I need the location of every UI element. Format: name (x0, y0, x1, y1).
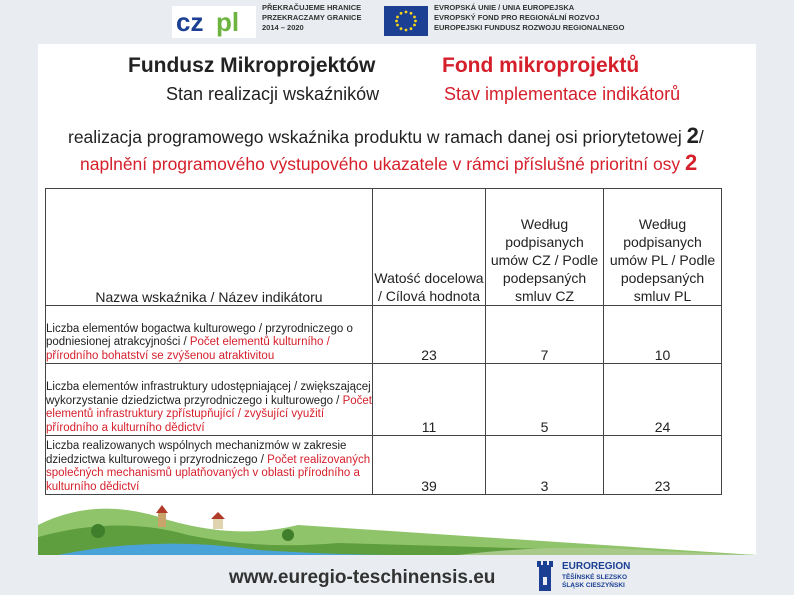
indicator-name-pl: Liczba elementów bogactwa kulturowego / przyrodniczego o podniesionej atrakcyjności / (46, 322, 353, 348)
indicator-name (46, 436, 373, 495)
indicator-name (46, 306, 373, 364)
euroregion-line: ŚLĄSK CIESZYŃSKI (562, 582, 625, 589)
target-value: 39 (373, 436, 486, 495)
czpl-line: 2014 – 2020 (262, 23, 304, 32)
priority-axis-line-czech (80, 150, 697, 176)
table-row (46, 306, 722, 364)
header-indicator-name: Nazwa wskaźnika / Název indikátoru (46, 189, 373, 306)
cz-value: 5 (486, 364, 604, 436)
pl-value: 10 (604, 306, 722, 364)
priority-axis-line-polish (68, 123, 704, 149)
top-banner (0, 0, 794, 44)
website-url[interactable]: www.euregio-teschinensis.eu (229, 567, 496, 588)
eu-line: EVROPSKÝ FOND PRO REGIONÁLNÍ ROZVOJ (434, 13, 600, 22)
svg-text:cz: cz (176, 7, 204, 37)
title-czech: Fond mikroprojektů (442, 54, 640, 77)
header-target-value: Watość docelowa / Cílová hodnota (373, 189, 486, 306)
indicator-name-pl: Liczba realizowanych wspólnych mechanizmów w zakresie dziedzictwa kulturowego i przyrodniczego / (46, 440, 347, 466)
side-frame-left (0, 44, 38, 555)
table-row (46, 436, 722, 495)
subtitle-polish: Stan realizacji wskaźników (166, 84, 380, 104)
indicator-name-cz: Počet realizovaných společných mechanismů uplatňovaných v oblasti přírodního a kulturního dědictví (46, 453, 371, 493)
priority-axis-text: naplnění programového výstupového ukazatele v rámci příslušné prioritní osy (80, 154, 686, 174)
side-frame-right (756, 44, 794, 555)
priority-axis-number: 2 (686, 123, 699, 148)
euroregion-title: EUROREGION (562, 561, 631, 572)
czpl-line: PŘEKRAČUJEME HRANICE (262, 3, 362, 12)
indicator-name (46, 364, 373, 436)
target-value: 11 (373, 364, 486, 436)
pl-value: 23 (604, 436, 722, 495)
indicator-name-pl: Liczba elementów infrastruktury udostępniającej / zwiększającej wykorzystanie dziedzictwa przyrodniczego i kulturowego / (46, 381, 371, 407)
subtitle-czech: Stav implementace indikátorů (444, 84, 681, 104)
euroregion-tower-icon (533, 557, 557, 591)
priority-axis-text: realizacja programowego wskaźnika produktu w ramach danej osi priorytetowej (68, 127, 687, 147)
euroregion-names (562, 574, 627, 590)
table-row (46, 364, 722, 436)
target-value: 23 (373, 306, 486, 364)
title-polish: Fundusz Mikroprojektów (128, 54, 376, 77)
euroregion-line: TĚŠÍNSKÉ SLEZSKO (562, 574, 628, 581)
indicator-name-cz: Počet elementů kulturního / přírodního bohatství se zvýšenou atraktivitou (46, 336, 330, 362)
landscape-illustration (38, 495, 756, 555)
eu-flag-icon (384, 6, 428, 36)
slash: / (698, 127, 704, 147)
czpl-tagline (262, 3, 361, 33)
czpl-logo (172, 6, 256, 38)
indicator-table (45, 188, 722, 495)
indicator-name-cz: Počet elementů infrastruktury zpřístupňující / zvyšující využití přírodního a kulturního dědictví (46, 394, 372, 434)
header-contracts-pl: Według podpisanych umów PL / Podle podepsaných smluv PL (604, 189, 722, 306)
eu-line: EUROPEJSKI FUNDUSZ ROZWOJU REGIONALNEGO (434, 23, 625, 32)
svg-text:pl: pl (216, 7, 240, 37)
pl-value: 24 (604, 364, 722, 436)
priority-axis-number: 2 (685, 150, 698, 175)
cz-value: 3 (486, 436, 604, 495)
czpl-line: PRZEKRACZAMY GRANICE (262, 13, 362, 22)
table-header-row (46, 189, 722, 306)
eu-fund-text (434, 3, 624, 33)
eu-line: EVROPSKÁ UNIE / UNIA EUROPEJSKA (434, 3, 575, 12)
cz-value: 7 (486, 306, 604, 364)
header-contracts-cz: Według podpisanych umów CZ / Podle podepsaných smluv CZ (486, 189, 604, 306)
